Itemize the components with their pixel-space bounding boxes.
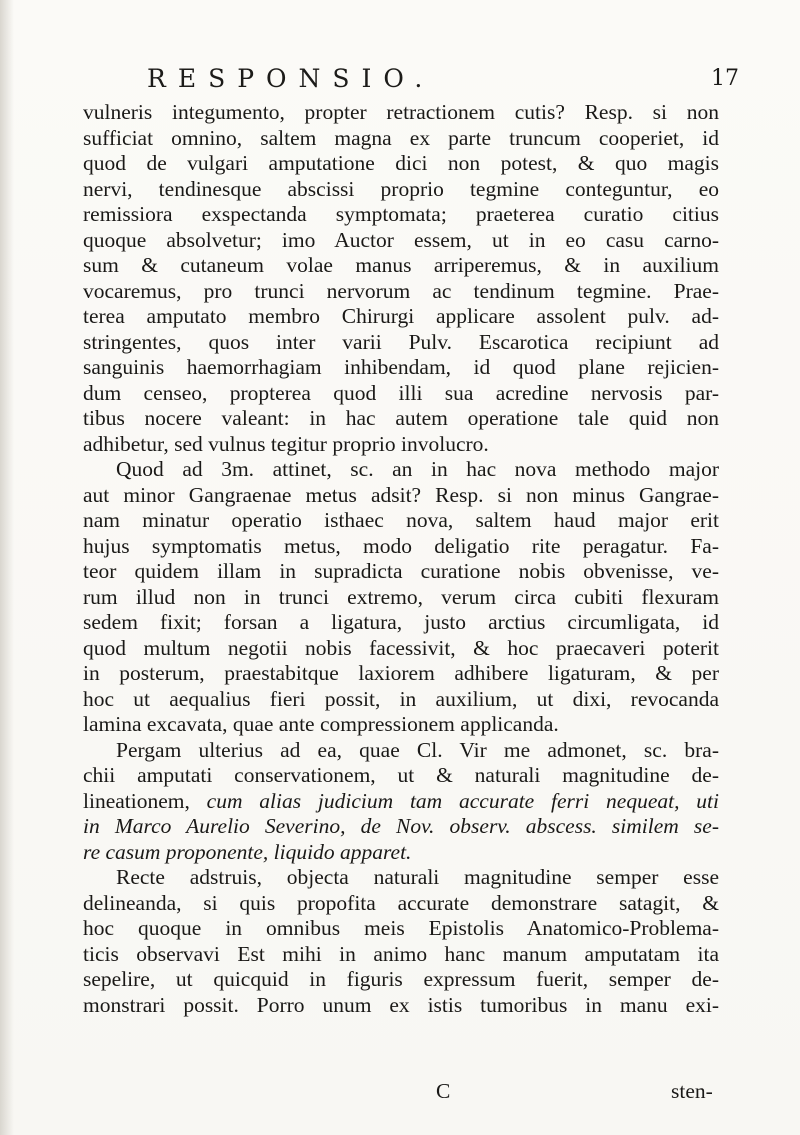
page-header	[0, 64, 800, 96]
text-line: vulneris integumento, propter retractionem cutis? Resp. si non	[83, 100, 719, 124]
text-line: aut minor Gangraenae metus adsit? Resp. si non minus Gangrae-	[83, 482, 719, 507]
text-line: Recte adstruis, objecta naturali magnitudine semper esse	[116, 865, 719, 889]
text-line: chii amputati conservationem, ut & naturali magnitudine de-	[83, 763, 719, 787]
page-gutter-shadow	[0, 0, 14, 1135]
text-line: in Marco Aurelio Severino, de Nov. observ. abscess. similem se-	[83, 814, 719, 838]
text-line: lamina excavata, quae ante compressionem applicanda.	[83, 712, 559, 736]
text-line: quod multum negotii nobis facessivit, & hoc praecaveri poterit	[83, 635, 719, 660]
text-line: Quod ad 3m. attinet, sc. an in hac nova methodo major	[116, 457, 719, 481]
signature-mark: C	[436, 1079, 451, 1103]
text-line: in posterum, praestabitque laxiorem adhibere ligaturam, & per	[83, 661, 719, 685]
text-line: ticis observavi Est mihi in animo hanc manum amputatam ita	[83, 941, 719, 966]
text-line: hoc quoque in omnibus meis Epistolis Anatomico-Problema-	[83, 916, 719, 940]
text-line: teor quidem illam in supradicta curatione nobis obvenisse, ve-	[83, 559, 719, 583]
text-line: sanguinis haemorrhagiam inhibendam, id quod plane rejicien-	[83, 355, 719, 379]
text-line: terea amputato membro Chirurgi applicare assolent pulv. ad-	[83, 304, 719, 328]
text-line: sedem fixit; forsan a ligatura, justo arctius circumligata, id	[83, 610, 719, 634]
text-line: quod de vulgari amputatione dici non potest, & quo magis	[83, 151, 719, 175]
text-line: rum illud non in trunci extremo, verum circa cubiti flexuram	[83, 584, 719, 609]
text-line: remissiora exspectanda symptomata; praeterea curatio citius	[83, 202, 719, 226]
running-head: RESPONSIO.	[147, 64, 435, 93]
text-line: quoque absolvetur; imo Auctor essem, ut in eo casu carno-	[83, 227, 719, 252]
text-line: sufficiat omnino, saltem magna ex parte truncum cooperiet, id	[83, 125, 719, 150]
text-line: sum & cutaneum volae manus arriperemus, & in auxilium	[83, 253, 719, 277]
catchword: sten-	[671, 1079, 713, 1103]
text-line: vocaremus, pro trunci nervorum ac tendinum tegmine. Prae-	[83, 278, 719, 303]
text-line: nervi, tendinesque abscissi proprio tegmine conteguntur, eo	[83, 176, 719, 201]
text-line: lineationem, cum alias judicium tam accurate ferri nequeat, uti	[83, 788, 719, 813]
text-line: hoc ut aequalius fieri possit, in auxilium, ut dixi, revocanda	[83, 686, 719, 711]
text-line: sepelire, ut quicquid in figuris expressum fuerit, semper de-	[83, 967, 719, 991]
text-line: dum censeo, propterea quod illi sua acredine nervosis par-	[83, 380, 719, 405]
page-footer	[0, 1079, 800, 1105]
text-line: monstrari possit. Porro unum ex istis tumoribus in manu exi-	[83, 992, 719, 1017]
page-number: 17	[711, 66, 739, 91]
text-line: nam minatur operatio isthaec nova, saltem haud major erit	[83, 508, 719, 532]
text-line: adhibetur, sed vulnus tegitur proprio involucro.	[83, 431, 489, 456]
text-line: delineanda, si quis propofita accurate demonstrare satagit, &	[83, 890, 719, 915]
text-line: stringentes, quos inter varii Pulv. Escarotica recipiunt ad	[83, 329, 719, 354]
text-line: Pergam ulterius ad ea, quae Cl. Vir me admonet, sc. bra-	[116, 737, 719, 762]
text-line: re casum proponente, liquido apparet.	[83, 839, 412, 864]
text-line: hujus symptomatis metus, modo deligatio rite peragatur. Fa-	[83, 533, 719, 558]
body-text	[83, 100, 719, 1018]
text-line: tibus nocere valeant: in hac autem operatione tale quid non	[83, 406, 719, 430]
